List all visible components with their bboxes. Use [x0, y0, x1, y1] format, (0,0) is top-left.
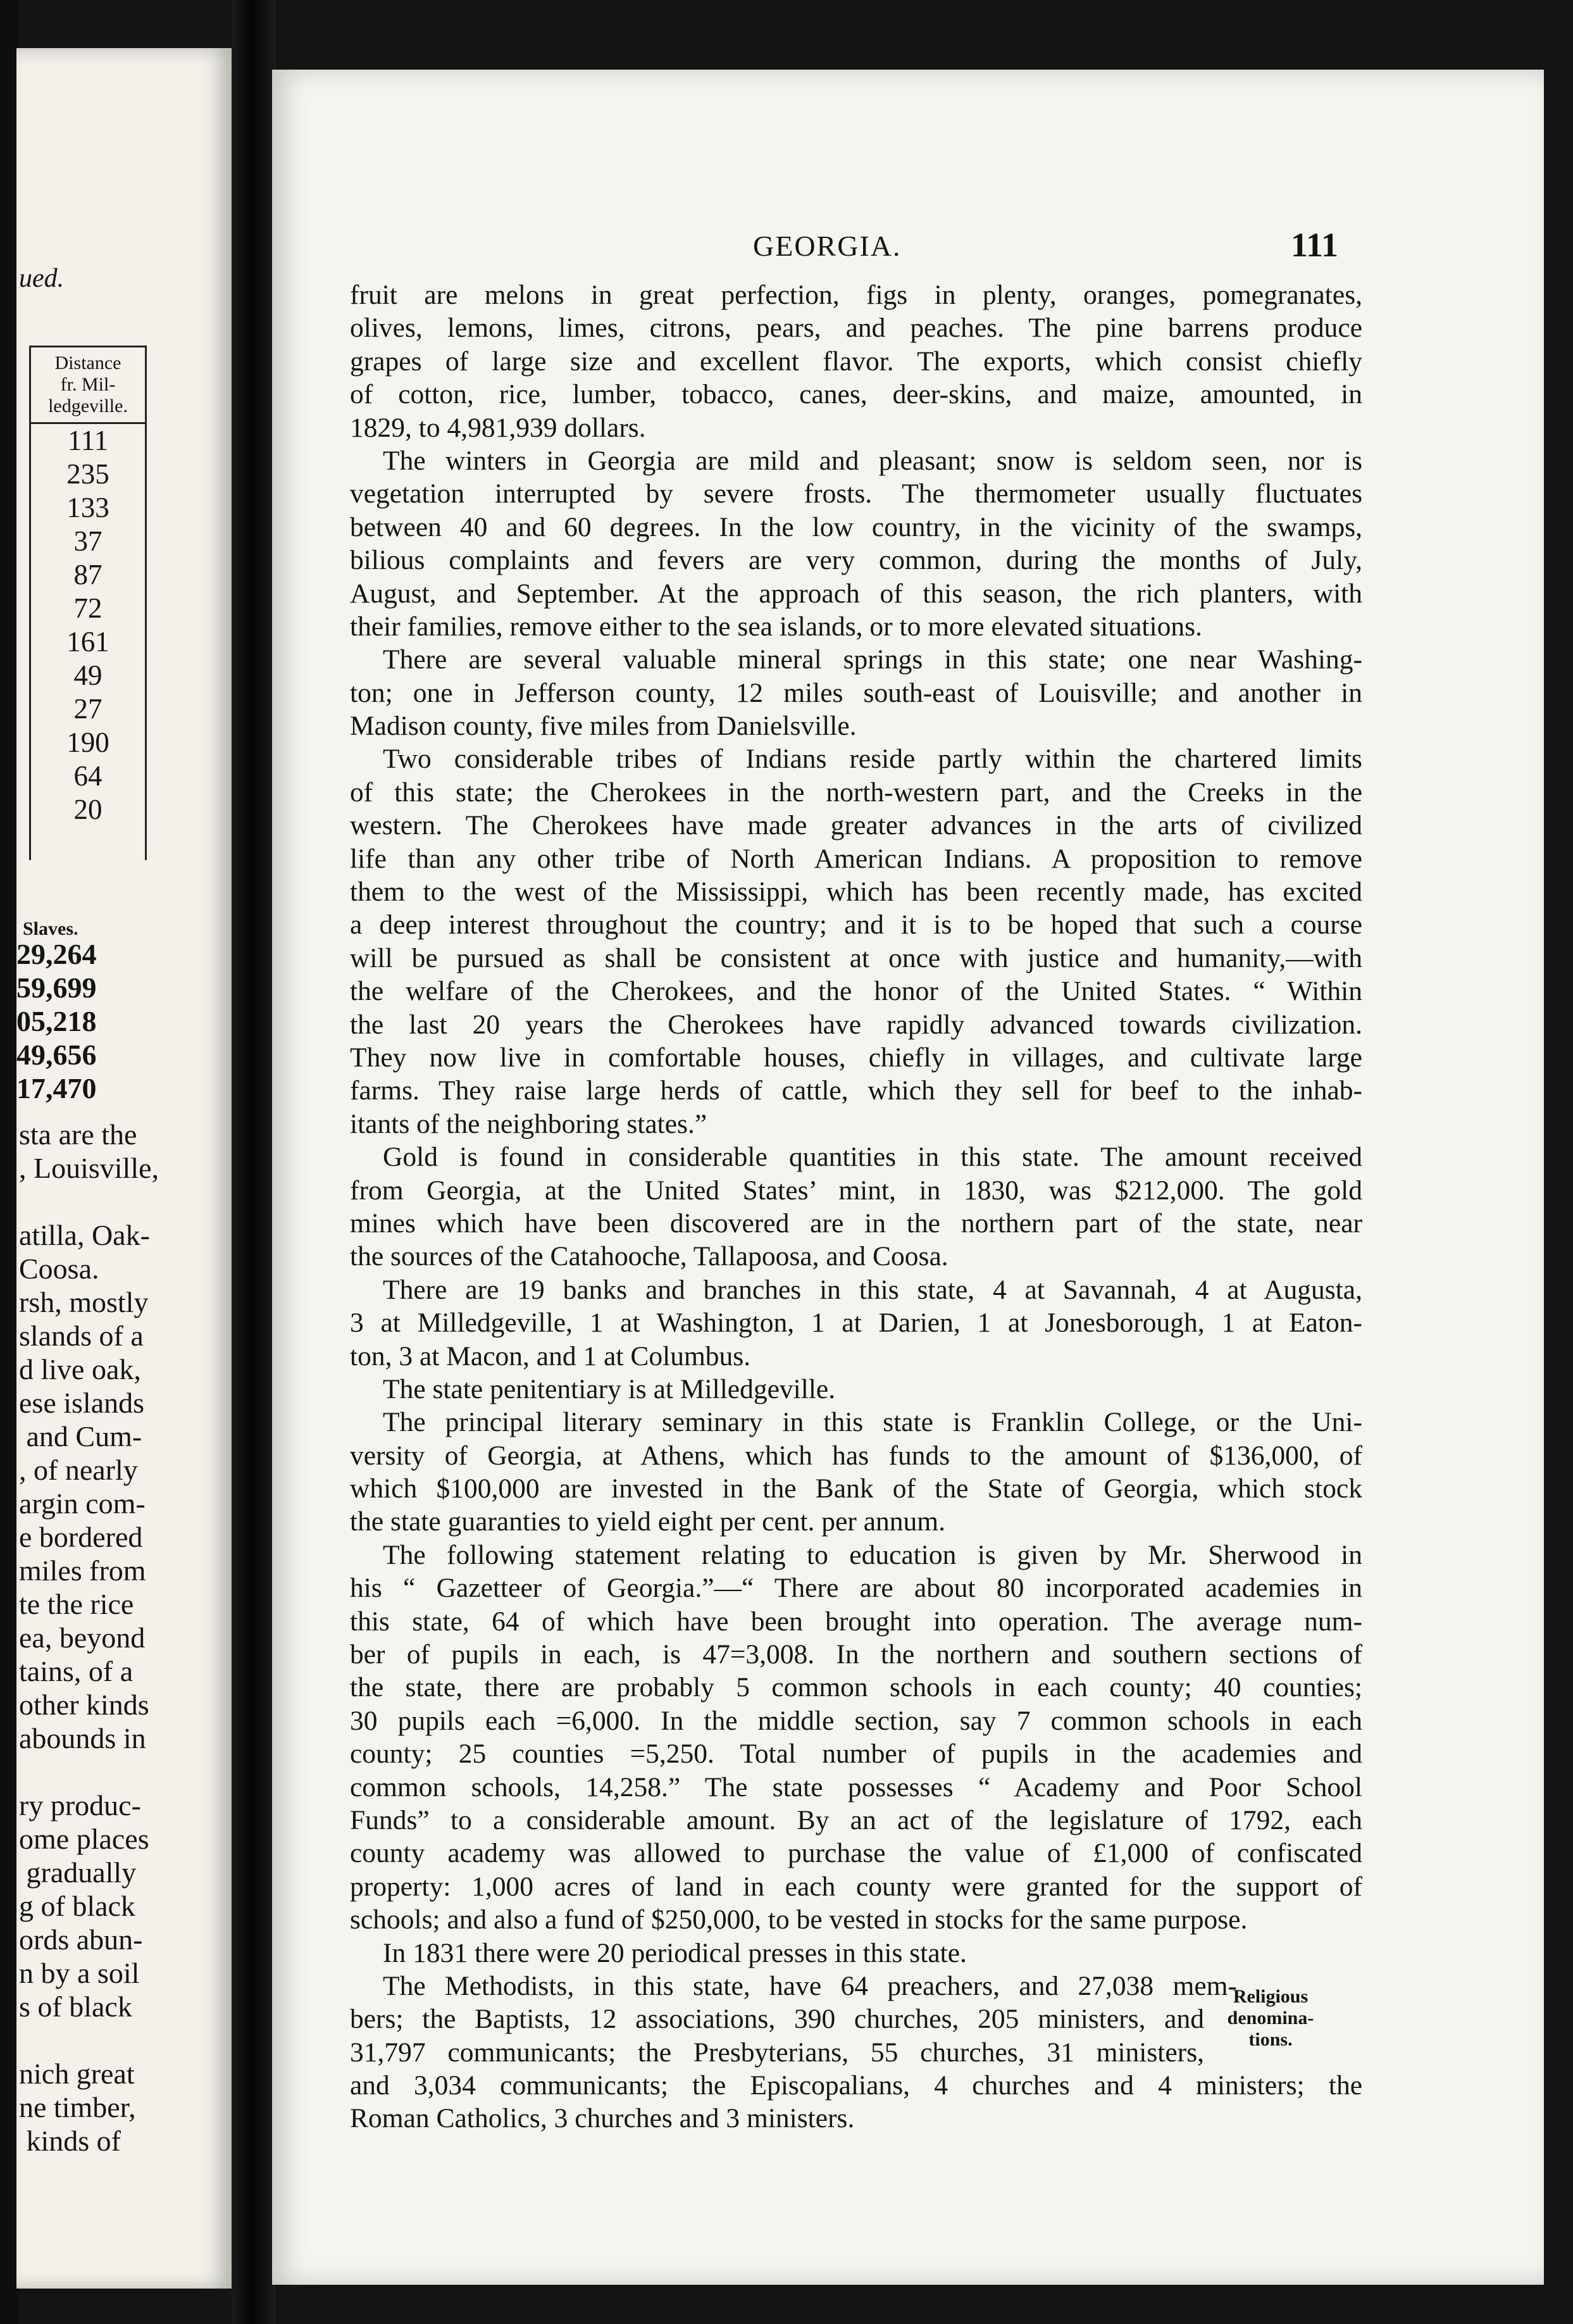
text-line: Gold is found in considerable quantities in this state. The amount received: [383, 1142, 1362, 1173]
running-header: GEORGIA.: [753, 230, 902, 262]
slaves-header: Slaves.: [23, 918, 78, 939]
text-line: them to the west of the Mississippi, which has been recently made, has excited: [350, 877, 1362, 908]
text-line: county; 25 counties =5,250. Total number of pupils in the academies and: [350, 1739, 1362, 1770]
text-fragment: ese islands: [19, 1387, 145, 1419]
text-line: Madison county, five miles from Danielsville.: [350, 711, 857, 742]
text-fragment: ea, beyond: [19, 1621, 146, 1654]
text-fragment: kinds of: [19, 2125, 121, 2157]
text-fragment: te the rice: [19, 1588, 134, 1620]
text-line: 31,797 communicants; the Presbyterians, 55 churches, 31 ministers,: [350, 2037, 1204, 2068]
text-line: The winters in Georgia are mild and pleasant; snow is seldom seen, nor is: [383, 445, 1362, 476]
slaves-value: 29,264: [16, 938, 97, 970]
text-fragment: ne timber,: [19, 2091, 136, 2123]
text-line: the sources of the Catahooche, Tallapoosa, and Coosa.: [350, 1241, 948, 1272]
text-fragment: gradually: [19, 1856, 137, 1889]
text-fragment: [19, 2023, 159, 2057]
text-fragment: and Cum-: [19, 1420, 142, 1452]
text-line: ton; one in Jefferson county, 12 miles south-east of Louisville; and another in: [350, 677, 1362, 708]
slaves-value: 59,699: [16, 971, 97, 1004]
text-line: western. The Cherokees have made greater advances in the arts of civilized: [350, 810, 1362, 841]
text-fragment: ry produc-: [19, 1789, 141, 1821]
text-fragment: sta are the: [19, 1118, 137, 1151]
text-line: Two considerable tribes of Indians reside partly within the chartered limits: [383, 744, 1362, 775]
text-line: They now live in comfortable houses, chiefly in villages, and cultivate large: [350, 1042, 1362, 1073]
text-fragment: [19, 1755, 159, 1789]
text-line: of cotton, rice, lumber, tobacco, canes, deer-skins, and maize, amounted, in: [350, 379, 1362, 410]
text-fragment: g of black: [19, 1890, 135, 1922]
text-line: from Georgia, at the United States’ mint, in 1830, was $212,000. The gold: [350, 1175, 1362, 1206]
text-line: the state guaranties to yield eight per cent. per annum.: [350, 1506, 945, 1537]
text-line: will be pursued as shall be consistent at once with justice and humanity,—with: [350, 942, 1362, 973]
text-fragment: , Louisville,: [19, 1152, 159, 1184]
text-fragment: n by a soil: [19, 1957, 140, 1989]
body-text: [350, 278, 1362, 2135]
left-page-text-fragments: [19, 1118, 159, 2158]
text-line: The following statement relating to education is given by Mr. Sherwood in: [383, 1539, 1362, 1570]
text-line: grapes of large size and excellent flavor. The exports, which consist chiefly: [350, 346, 1362, 377]
distance-value: 133: [66, 492, 109, 523]
text-line: his “ Gazetteer of Georgia.”—“ There are about 80 incorporated academies in: [350, 1573, 1362, 1604]
text-fragment: Coosa.: [19, 1253, 99, 1285]
text-fragment: s of black: [19, 1990, 132, 2023]
text-line: itants of the neighboring states.”: [350, 1108, 707, 1139]
text-line: and 3,034 communicants; the Episcopalians, 4 churches and 4 ministers; the: [350, 2070, 1362, 2101]
text-line: property: 1,000 acres of land in each county were granted for the support of: [350, 1871, 1362, 1902]
text-line: 1829, to 4,981,939 dollars.: [350, 412, 646, 443]
distance-value: 27: [73, 693, 103, 725]
distance-list: [31, 424, 145, 827]
text-line: fruit are melons in great perfection, figs in plenty, oranges, pomegranates,: [350, 280, 1362, 310]
distance-value: 49: [73, 659, 103, 691]
text-line: There are several valuable mineral springs in this state; one near Washing-: [383, 644, 1362, 675]
text-line: The state penitentiary is at Milledgeville.: [383, 1373, 836, 1404]
text-fragment: argin com-: [19, 1487, 146, 1520]
text-line: county academy was allowed to purchase the value of £1,000 of confiscated: [350, 1838, 1362, 1869]
left-page: [16, 48, 232, 2289]
distance-value: 87: [73, 559, 103, 590]
text-line: olives, lemons, limes, citrons, pears, and peaches. The pine barrens produce: [350, 313, 1362, 344]
distance-table: [29, 346, 147, 860]
text-line: their families, remove either to the sea islands, or to more elevated situations.: [350, 611, 1202, 642]
continued-label: ued.: [19, 264, 65, 293]
distance-value: 64: [73, 760, 103, 792]
text-fragment: slands of a: [19, 1320, 144, 1352]
text-line: schools; and also a fund of $250,000, to be vested in stocks for the same purpose.: [350, 1904, 1248, 1935]
book-gutter: [232, 0, 276, 2324]
text-line: 30 pupils each =6,000. In the middle section, say 7 common schools in each: [350, 1705, 1362, 1736]
text-line: this state, 64 of which have been brought into operation. The average num-: [350, 1606, 1362, 1637]
text-line: 3 at Milledgeville, 1 at Washington, 1 at Darien, 1 at Jonesborough, 1 at Eaton-: [350, 1308, 1362, 1339]
distance-value: 190: [66, 727, 109, 758]
text-fragment: rsh, mostly: [19, 1286, 149, 1318]
slaves-value: 49,656: [16, 1039, 97, 1071]
marginal-note: Religious denomina- tions.: [1227, 1986, 1314, 2050]
text-line: Funds” to a considerable amount. By an act of the legislature of 1792, each: [350, 1804, 1362, 1835]
text-line: life than any other tribe of North American Indians. A proposition to remove: [350, 843, 1362, 874]
text-fragment: e bordered: [19, 1521, 143, 1553]
text-line: The Methodists, in this state, have 64 preachers, and 27,038 mem-: [383, 1970, 1237, 2001]
text-line: bers; the Baptists, 12 associations, 390 churches, 205 ministers, and: [350, 2004, 1204, 2035]
text-fragment: d live oak,: [19, 1353, 141, 1385]
distance-value: 20: [73, 794, 103, 825]
slaves-value: 05,218: [16, 1005, 97, 1037]
distance-table-header: Distance fr. Mil- ledgeville.: [31, 347, 145, 424]
slaves-list: [16, 937, 97, 1105]
text-fragment: tains, of a: [19, 1655, 134, 1687]
text-line: farms. They raise large herds of cattle, which they sell for beef to the inhab-: [350, 1075, 1362, 1106]
text-line: August, and September. At the approach of this season, the rich planters, with: [350, 578, 1362, 609]
text-line: which $100,000 are invested in the Bank of the State of Georgia, which stock: [350, 1473, 1362, 1504]
text-line: versity of Georgia, at Athens, which has funds to the amount of $136,000, of: [350, 1440, 1362, 1471]
text-fragment: , of nearly: [19, 1454, 138, 1486]
text-line: vegetation interrupted by severe frosts. The thermometer usually fluctuates: [350, 478, 1362, 509]
distance-value: 72: [73, 592, 103, 624]
distance-value: 111: [67, 425, 109, 456]
text-fragment: abounds in: [19, 1722, 146, 1754]
page-number: 111: [1291, 226, 1339, 264]
text-line: between 40 and 60 degrees. In the low country, in the vicinity of the swamps,: [350, 511, 1362, 542]
text-fragment: ome places: [19, 1823, 149, 1855]
text-fragment: ords abun-: [19, 1923, 143, 1956]
text-line: the last 20 years the Cherokees have rapidly advanced towards civilization.: [350, 1009, 1362, 1040]
text-line: bilious complaints and fevers are very common, during the months of July,: [350, 545, 1362, 576]
text-line: of this state; the Cherokees in the north-western part, and the Creeks in the: [350, 777, 1362, 808]
text-line: the state, there are probably 5 common schools in each county; 40 counties;: [350, 1672, 1362, 1703]
text-fragment: other kinds: [19, 1689, 149, 1721]
text-fragment: [19, 1185, 159, 1218]
distance-value: 37: [73, 525, 103, 557]
text-line: mines which have been discovered are in the northern part of the state, near: [350, 1208, 1362, 1239]
text-line: ber of pupils in each, is 47=3,008. In the northern and southern sections of: [350, 1639, 1362, 1670]
distance-value: 235: [66, 458, 109, 490]
text-line: the welfare of the Cherokees, and the honor of the United States. “ Within: [350, 976, 1362, 1007]
text-line: ton, 3 at Macon, and 1 at Columbus.: [350, 1340, 751, 1371]
distance-value: 161: [66, 626, 109, 658]
text-fragment: nich great: [19, 2058, 135, 2090]
text-line: In 1831 there were 20 periodical presses in this state.: [383, 1937, 967, 1968]
text-line: Roman Catholics, 3 churches and 3 ministers.: [350, 2103, 855, 2134]
slaves-value: 17,470: [16, 1072, 97, 1104]
text-line: The principal literary seminary in this state is Franklin College, or the Uni-: [383, 1407, 1362, 1438]
text-line: There are 19 banks and branches in this state, 4 at Savannah, 4 at Augusta,: [383, 1274, 1362, 1305]
text-fragment: atilla, Oak-: [19, 1219, 150, 1251]
text-fragment: miles from: [19, 1554, 146, 1587]
text-line: a deep interest throughout the country; and it is to be hoped that such a course: [350, 909, 1362, 940]
text-line: common schools, 14,258.” The state possesses “ Academy and Poor School: [350, 1771, 1362, 1802]
